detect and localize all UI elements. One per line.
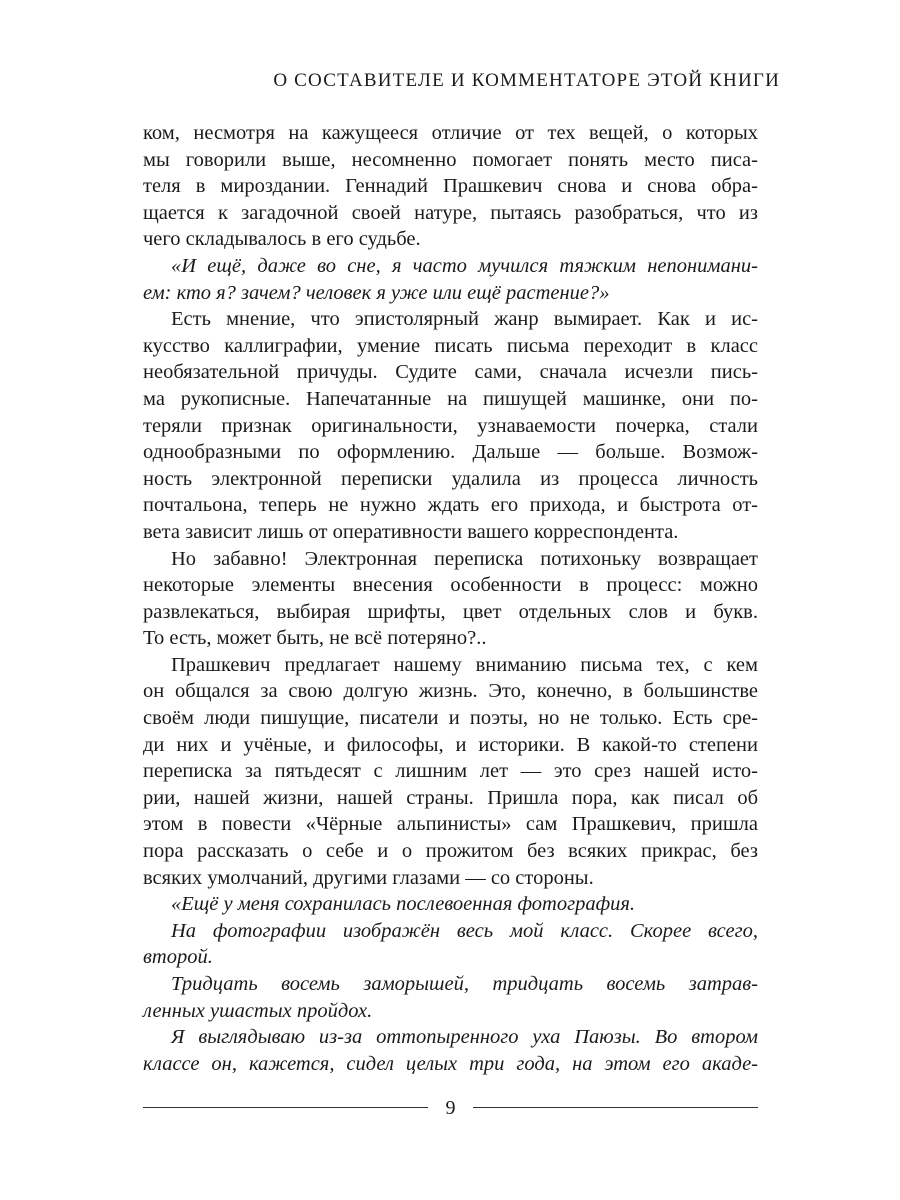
quote-line: Я выглядываю из-за оттопыренного уха Паюзы. Во втором [171,1026,758,1049]
quote-line: На фотографии изображён весь мой класс. Скорее всего, [171,919,758,942]
text-line: своём люди пишущие, писатели и поэты, но не только. Есть сре- [143,707,758,730]
text-line: ма рукописные. Напечатанные на пишущей машинке, они по- [143,387,758,410]
quote-line: «Ещё у меня сохранилась послевоенная фотография. [171,893,636,916]
page-footer [143,1096,758,1120]
quote-line: «И ещё, даже во сне, я часто мучился тяжким непонимани- [171,254,758,277]
text-line: ность электронной переписки удалила из процесса личность [143,467,758,490]
body-text [143,120,758,1077]
text-line: теряли признак оригинальности, узнаваемости почерка, стали [143,414,758,437]
text-line: он общался за свою долгую жизнь. Это, конечно, в большинстве [143,680,758,703]
text-line: почтальона, теперь не нужно ждать его прихода, и быстрота от- [143,494,758,517]
text-line: некоторые элементы внесения особенности в процесс: можно [143,574,758,597]
text-line: Но забавно! Электронная переписка потихоньку возвращает [171,547,758,570]
text-line: всяких умолчаний, другими глазами — со стороны. [143,866,594,889]
text-line: вета зависит лишь от оперативности вашего корреспондента. [143,520,679,543]
running-head: О СОСТАВИТЕЛЕ И КОММЕНТАТОРЕ ЭТОЙ КНИГИ [273,70,780,91]
text-line: ди них и учёные, и философы, и историки. В какой-то степени [143,733,758,756]
text-line: рии, нашей жизни, нашей страны. Пришла пора, как писал об [143,786,758,809]
quote-line: ленных ушастых пройдох. [143,999,373,1022]
quote-line: второй. [143,946,213,969]
text-line: ком, несмотря на кажущееся отличие от тех вещей, о которых [143,122,758,144]
text-line: чего складывалось в его судьбе. [143,228,421,251]
quote-line: Тридцать восемь заморышей, тридцать восемь затрав- [171,973,758,995]
footer-rule-right [473,1107,758,1108]
quote-line: ем: кто я? зачем? человек я уже или ещё растение?» [143,281,610,304]
text-line: Прашкевич предлагает нашему вниманию письма тех, с кем [171,653,758,676]
text-line: развлекаться, выбирая шрифты, цвет отдельных слов и букв. [143,600,758,623]
text-line: этом в повести «Чёрные альпинисты» сам Прашкевич, пришла [143,813,758,836]
quote-line: классе он, кажется, сидел целых три года, на этом его акаде- [143,1052,758,1075]
text-line: необязательной причуды. Судите сами, сначала исчезли пись- [143,361,758,384]
text-line: пора рассказать о себе и о прожитом без всяких прикрас, без [143,840,758,863]
text-line: щается к загадочной своей натуре, пытаясь разобраться, что из [143,201,758,224]
text-line: переписка за пятьдесят с лишним лет — это срез нашей исто- [143,760,758,783]
text-line: однообразными по оформлению. Дальше — больше. Возмож- [143,441,758,464]
text-line: теля в мироздании. Геннадий Прашкевич снова и снова обра- [143,175,758,198]
page-number: 9 [445,1097,456,1119]
text-line: кусство каллиграфии, умение писать письма переходит в класс [143,334,758,357]
text-line: То есть, может быть, не всё потеряно?.. [143,627,487,650]
text-line: мы говорили выше, несомненно помогает понять место писа- [143,148,758,171]
text-line: Есть мнение, что эпистолярный жанр вымирает. Как и ис- [171,308,758,331]
